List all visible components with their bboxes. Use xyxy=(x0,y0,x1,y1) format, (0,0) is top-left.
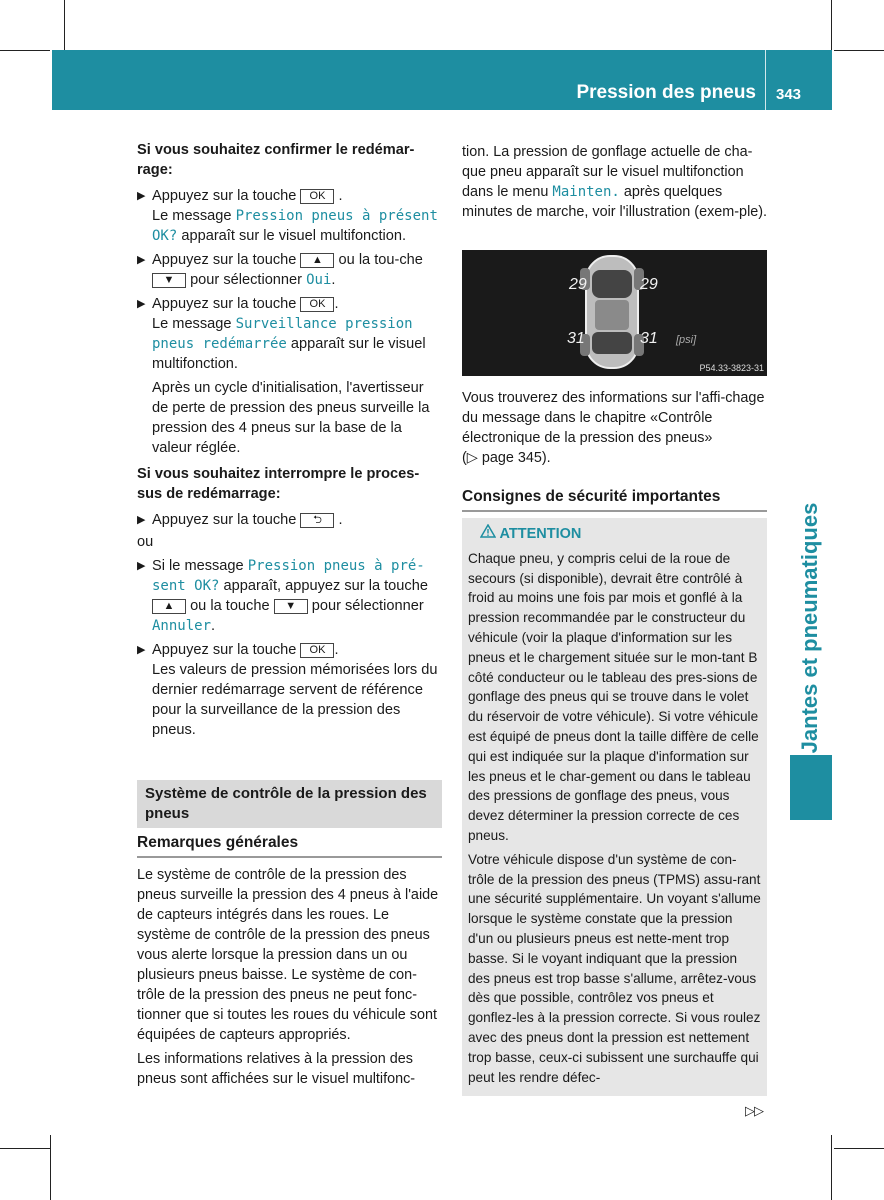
subsection-heading: Remarques générales xyxy=(137,834,442,858)
front-left-pressure: 29 xyxy=(569,276,587,293)
figure-code: P54.33-3823-31 xyxy=(699,363,764,373)
step-text: . xyxy=(338,512,343,528)
page-title: Pression des pneus xyxy=(576,82,756,103)
step-text: Appuyez sur la touche xyxy=(152,642,297,658)
crop-mark xyxy=(831,1135,832,1200)
crop-mark xyxy=(831,0,832,50)
step-arrow-icon: ▶ xyxy=(137,644,146,656)
display-message: Pression pneus à pré-sent OK? xyxy=(152,558,425,594)
page-reference: (▷ page 345). xyxy=(462,450,551,466)
section-title: Système de contrôle de la pression des pneus xyxy=(137,780,442,828)
step-text: Les valeurs de pression mémorisées lors du dernier redémarrage servent de référence pour la surveillance de la pression des pneus. xyxy=(152,662,438,738)
warning-triangle-icon xyxy=(480,524,496,545)
step-text: . xyxy=(331,272,336,288)
step-text: . xyxy=(334,642,339,658)
step-text: pour sélectionner xyxy=(190,272,303,288)
down-key: ▼ xyxy=(274,599,308,614)
step-item xyxy=(137,294,443,458)
crop-mark xyxy=(834,50,884,51)
paragraph: Le système de contrôle de la pression des pneus surveille la pression des 4 pneus à l'aide de capteurs intégrés dans les roues. Le système de contrôle de la pression des pneus vous alerte lorsque la pression dans un ou plusieurs pneus baisse. Le système de con-trôle de la pression des pneus ne peut fonc-tionner que si toutes les roues du véhicule sont équipées de capteurs appropriés. xyxy=(137,867,439,1043)
right-column-intro xyxy=(462,142,768,224)
chapter-tab xyxy=(790,755,832,820)
header-divider xyxy=(765,50,766,110)
paragraph: Les informations relatives à la pression des pneus sont affichées sur le visuel multifonc- xyxy=(137,1051,416,1087)
step-text: . xyxy=(338,188,343,204)
page-number: 343 xyxy=(776,86,802,103)
step-text: Appuyez sur la touche xyxy=(152,296,297,312)
warning-paragraph: Votre véhicule dispose d'un système de con-trôle de la pression des pneus (TPMS) assu-rant une sécurité supplémentaire. Un voyant s'allume lorsque le système constate que la pression d'un ou plusieurs pneus est nette-ment trop basse. Si le voyant indiquant que la pression des pneus est trop basse s'allume, arrêtez-vous dès que possible, contrôlez vos pneus et gonflez-les à la pression correcte. Si vous roulez avec des pneus dont la pression est nettement trop basse, ceux-ci subissent une surchauffe qui peut les rendre défec- xyxy=(468,851,761,1085)
paragraph-text: après quelques minutes de marche, voir l'illustration (exem-ple). xyxy=(462,184,768,220)
warning-paragraph: Chaque pneu, y compris celui de la roue de secours (si disponible), devrait être contrôlé à froid au moins une fois par mois et gonflé à la pression recommandée par le constructeur du véhicule (voir la plaque d'information sur les pneus et le chargement située sur le mon-tant B côté conducteur ou le tableau des pres-sions de gonflage des pneus qui se trouve dans le volet du réservoir de votre véhicule). Si votre véhicule est équipé de pneus dont la taille diffère de celle qui est indiquée sur la plaque d'information sur les pneus et le char-gement ou dans le tableau des pressions de gonflage des pneus, vous devez déterminer la pression correcte de ces pneus. xyxy=(468,550,759,843)
step-text: Le message xyxy=(152,208,232,224)
left-column xyxy=(137,140,443,742)
paragraph-text: tion. La pression de gonflage actuelle de cha-que pneu apparaît sur le visuel multifonction dans le menu xyxy=(462,144,753,200)
step-arrow-icon: ▶ xyxy=(137,190,146,202)
warning-title: ATTENTION xyxy=(499,526,582,542)
display-message: Pression pneus à présent OK? xyxy=(152,208,438,244)
paragraph: Vous trouverez des informations sur l'affi-chage du message dans le chapitre «Contrôle électronique de la pression des pneus» xyxy=(462,390,765,446)
step-text: . xyxy=(211,618,216,634)
safety-heading: Consignes de sécurité importantes xyxy=(462,488,767,512)
step-text: apparaît sur le visuel multifonction. xyxy=(152,336,426,372)
step-arrow-icon: ▶ xyxy=(137,254,146,266)
step-arrow-icon: ▶ xyxy=(137,298,146,310)
crop-mark xyxy=(0,50,50,51)
right-column-ref xyxy=(462,388,768,470)
step-text: Appuyez sur la touche xyxy=(152,252,297,268)
step-arrow-icon: ▶ xyxy=(137,560,146,572)
step-text: pour sélectionner xyxy=(311,598,424,614)
or-text: ou xyxy=(137,534,154,550)
interrupt-heading: Si vous souhaitez interrompre le proces-sus de redémarrage: xyxy=(137,466,420,502)
step-text: Appuyez sur la touche xyxy=(152,188,297,204)
up-key: ▲ xyxy=(152,599,186,614)
crop-mark xyxy=(834,1148,884,1149)
display-message: Annuler xyxy=(152,618,212,634)
step-text: . xyxy=(334,296,339,312)
back-key: ⮌ xyxy=(300,513,334,528)
display-message: Surveillance pression pneus redémarrée xyxy=(152,316,413,352)
ok-key: OK xyxy=(300,297,334,312)
step-text: Le message xyxy=(152,316,232,332)
step-item xyxy=(137,510,443,530)
confirm-heading: Si vous souhaitez confirmer le redémar-rage: xyxy=(137,142,415,178)
front-right-pressure: 29 xyxy=(640,276,658,293)
crop-mark xyxy=(64,0,65,50)
menu-name: Mainten. xyxy=(552,184,620,200)
crop-mark xyxy=(50,1135,51,1200)
general-remarks xyxy=(137,865,443,1091)
ok-key: OK xyxy=(300,189,334,204)
continue-mark: ▷▷ xyxy=(745,1103,763,1118)
step-text: ou la tou-che xyxy=(338,252,423,268)
ok-key: OK xyxy=(300,643,334,658)
tire-pressure-display-figure xyxy=(462,250,767,376)
up-key: ▲ xyxy=(300,253,334,268)
chapter-label: Jantes et pneumatiques xyxy=(797,502,822,754)
step-item xyxy=(137,186,443,246)
step-item xyxy=(137,640,443,740)
step-text: apparaît, appuyez sur la touche xyxy=(223,578,428,594)
step-item xyxy=(137,556,443,636)
step-item xyxy=(137,250,443,290)
rear-right-pressure: 31 xyxy=(640,330,658,347)
crop-mark xyxy=(0,1148,50,1149)
step-text: apparaît sur le visuel multifonction. xyxy=(181,228,407,244)
warning-header xyxy=(468,524,761,545)
down-key: ▼ xyxy=(152,273,186,288)
step-text: Si le message xyxy=(152,558,244,574)
warning-box xyxy=(462,518,767,1096)
pressure-unit: [psi] xyxy=(676,334,697,346)
step-text: Appuyez sur la touche xyxy=(152,512,297,528)
step-arrow-icon: ▶ xyxy=(137,514,146,526)
rear-left-pressure: 31 xyxy=(567,330,585,347)
step-text: ou la touche xyxy=(190,598,270,614)
car-top-view-icon xyxy=(462,250,767,376)
display-message: Oui xyxy=(306,272,332,288)
step-note: Après un cycle d'initialisation, l'avertisseur de perte de pression des pneus surveille la pression des 4 pneus sur la base de la valeur réglée. xyxy=(152,380,430,456)
